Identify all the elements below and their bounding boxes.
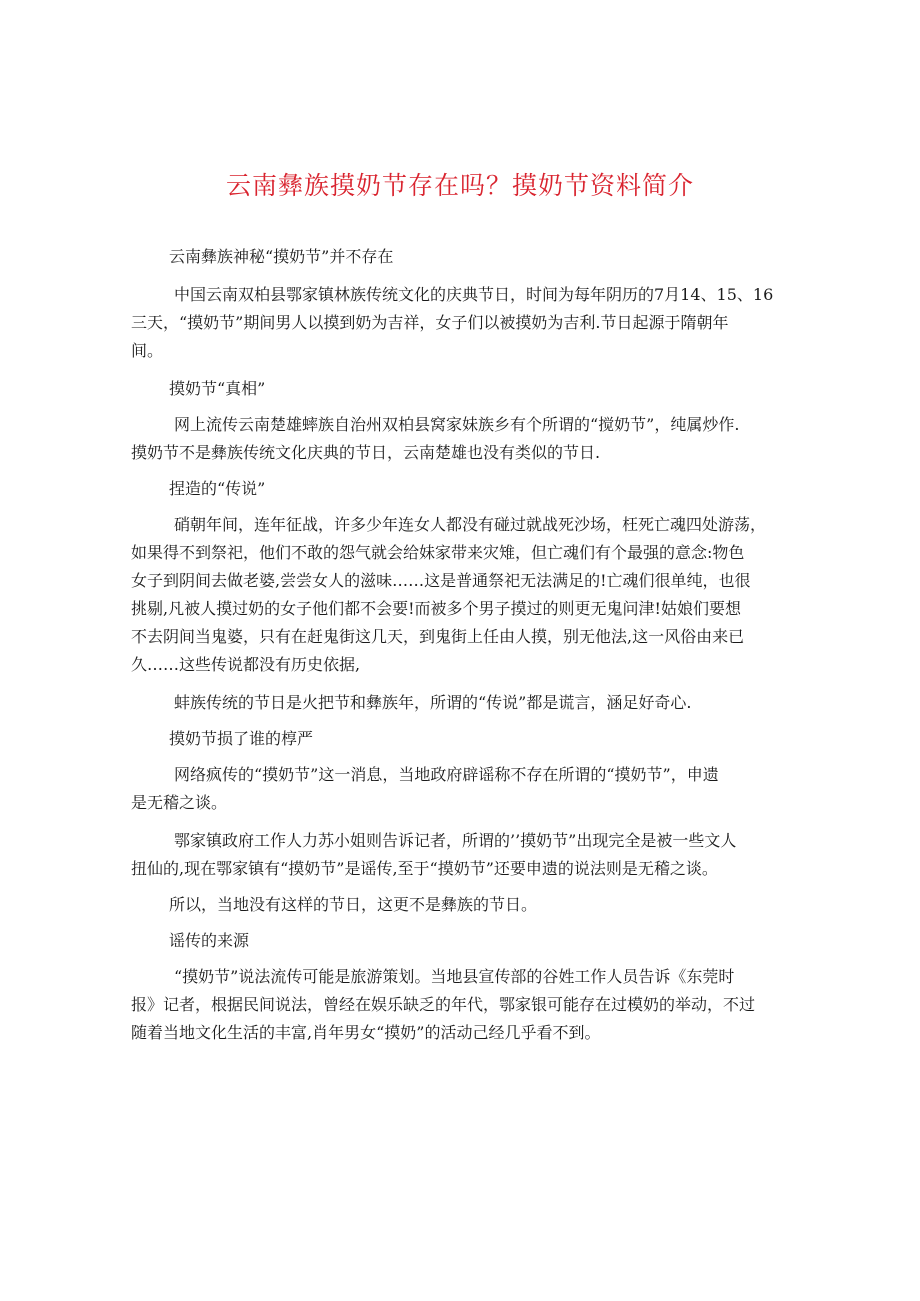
paragraph-line: 如果得不到祭祀，他们不敢的怨气就会给妹家带来灾雉，但亡魂们有个最强的意念:物色 [131,543,745,562]
paragraph-line: 网络疯传的“摸奶节”这一消息，当地政府辟谣称不存在所谓的“摸奶节”，申遗 [174,765,719,784]
document-body [131,243,795,1047]
paragraph-line: 是无稽之谈。 [131,793,228,812]
paragraph-line: “摸奶节”说法流传可能是旅游策划。当地县宣传部的谷姓工作人员告诉《东莞时 [174,967,735,986]
paragraph-line: 摸奶节不是彝族传统文化庆典的节日，云南楚雄也没有类似的节日. [131,443,601,462]
paragraph-line: 中国云南双柏县鄂家镇林族传统文化的庆典节日，时间为每年阴历的7月14、15、16 [174,285,774,304]
section-heading: 摸奶节损了谁的椁严 [169,729,314,748]
paragraph-line: 随着当地文化生活的丰富,肖年男女“摸奶”的活动己经几乎看不到。 [131,1023,601,1042]
paragraph-line: 三天，“摸奶节”期间男人以摸到奶为吉祥，女子们以被摸奶为吉利.节日起源于隋朝年 [131,313,729,332]
paragraph-line: 扭仙的,现在鄂家镇有“摸奶节”是谣传,至于“摸奶节”还要申遗的说法则是无稽之谈。 [131,859,718,878]
section-heading: 摸奶节“真相” [169,379,266,398]
paragraph-line: 久……这些传说都没有历史依据, [131,655,361,674]
section-heading: 云南彝族神秘“摸奶节”并不存在 [169,247,394,266]
paragraph-line: 间。 [131,341,164,360]
paragraph-line: 不去阴间当鬼婆，只有在赶鬼街这几天，到鬼街上任由人摸，别无他法,这一风俗由来已 [131,627,745,646]
paragraph-line: 所以，当地没有这样的节日，这更不是彝族的节日。 [169,895,538,914]
paragraph-line: 蚌族传统的节日是火把节和彝族年，所谓的“传说”都是谎言，涵足好奇心. [174,693,692,712]
paragraph-line: 女子到阴间去做老婆,尝尝女人的滋味……这是普通祭祀无法满足的!亡魂们很单纯，也很 [131,571,751,590]
section-heading: 捏造的“传说” [169,479,266,498]
paragraph-line: 鄂家镇政府工作人力苏小姐则告诉记者，所谓的’’摸奶节”出现完全是被一些文人 [174,831,737,850]
paragraph-line: 网上流传云南楚雄蟀族自治州双柏县窝家妹族乡有个所谓的“搅奶节”，纯属炒作. [174,415,740,434]
paragraph-line: 挑剔,凡被人摸过奶的女子他们都不会要!而被多个男子摸过的则更无鬼问津!姑娘们要想 [131,599,741,618]
paragraph-line: 报》记者，根据民间说法，曾经在娱乐缺乏的年代，鄂家银可能存在过模奶的举动，不过 [131,995,756,1014]
paragraph-line: 硝朝年间，连年征战，许多少年连女人都没有碰过就战死沙场，枉死亡魂四处游荡， [174,515,767,534]
document-title: 云南彝族摸奶节存在吗？摸奶节资料简介 [225,171,694,200]
section-heading: 谣传的来源 [169,931,250,950]
